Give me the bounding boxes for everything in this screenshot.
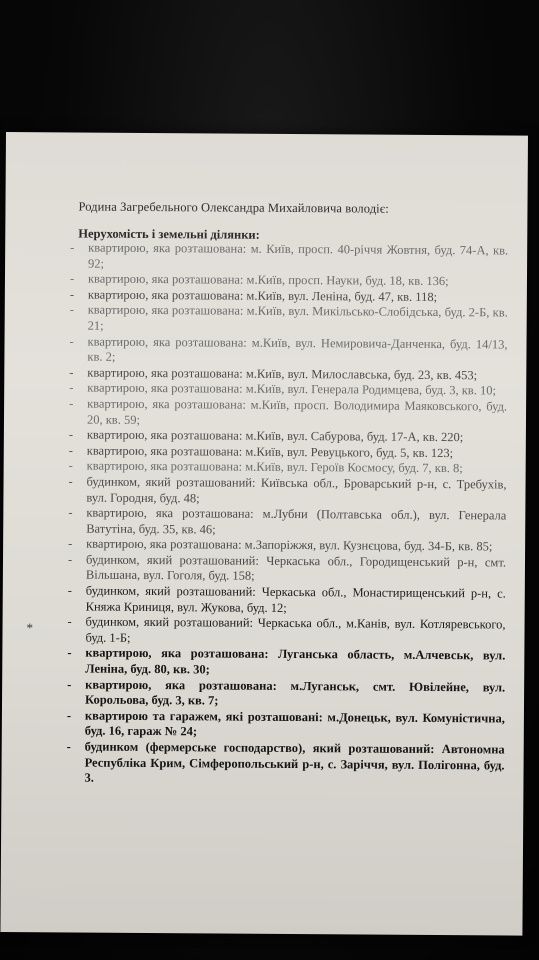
list-item: - будинком, який розташований: Черкаська обл., м.Канів, вул. Котляревського, буд. 1-Б; [65, 615, 505, 649]
list-item: - квартирою, яка розташована: м.Київ, вул. Микільсько-Слобідська, буд. 2-Б, кв. 21; [68, 303, 508, 337]
list-item: - квартирою, яка розташована: м.Київ, вул. Милославська, буд. 23, кв. 453; [67, 365, 507, 384]
list-item: - квартирою, яка розташована: м.Київ, вул. Ревуцького, буд. 5, кв. 123; [67, 443, 507, 462]
list-item: - квартирою, яка розташована: м.Київ, вул. Героїв Космосу, буд. 7, кв. 8; [67, 459, 507, 478]
list-item: - квартирою, яка розташована: м.Луганськ, смт. Ювілейне, вул. Корольова, буд. 3, кв. 7; [65, 677, 505, 711]
document-heading: Родина Загребельного Олександра Михайловича володіє: [78, 199, 389, 216]
list-item: - будинком (фермерське господарство), який розташований: Автономна Республіка Крим, Сімферопольський р-н, с. Заріччя, вул. Полігонна, буд. 3. [64, 739, 504, 789]
list-item: - квартирою, яка розташована: м. Київ, просп. 40-річчя Жовтня, буд. 74-А, кв. 92; [68, 240, 508, 274]
document-page [0, 132, 528, 936]
list-item: - квартирою та гаражем, які розташовані: м.Донецьк, вул. Комуністична, буд. 16, гараж № 24; [65, 708, 505, 742]
list-item: - квартирою, яка розташована: м.Київ, просп. Володимира Маяковського, буд. 20, кв. 59; [67, 396, 507, 430]
list-item: - квартирою, яка розташована: м.Київ, вул. Леніна, буд. 47, кв. 118; [68, 287, 508, 306]
list-item: - будинком, який розташований: Київська обл., Броварський р-н, с. Требухів, вул. Городня, буд. 48; [66, 474, 506, 508]
list-item: - квартирою, яка розташована: м.Київ, вул. Генерала Родимцева, буд. 3, кв. 10; [67, 381, 507, 400]
list-item: - будинком, який розташований: Черкаська обл., Городищенський р-н, смт. Вільшана, вул. Гоголя, буд. 158; [66, 552, 506, 586]
property-list [64, 240, 508, 789]
list-item: - квартирою, яка розташована: м.Київ, вул. Сабурова, буд. 17-А, кв. 220; [67, 428, 507, 447]
list-item: - квартирою, яка розташована: м.Київ, просп. Науки, буд. 18, кв. 136; [68, 272, 508, 291]
margin-mark: * [26, 620, 34, 636]
section-title: Нерухомість і земельні ділянки: [78, 226, 260, 242]
list-item: - квартирою, яка розташована: м.Запоріжжя, вул. Кузнєцова, буд. 34-Б, кв. 85; [66, 537, 506, 556]
list-item: - квартирою, яка розташована: м.Київ, вул. Немировича-Данченка, буд. 14/13, кв. 2; [67, 334, 507, 368]
list-item: - будинком, який розташований: Черкаська обл., Монастирищенський р-н, с. Княжа Криниця, вул. Жукова, буд. 12; [66, 583, 506, 617]
list-item: - квартирою, яка розташована: Луганська область, м.Алчевськ, вул. Леніна, буд. 80, кв. 30; [65, 646, 505, 680]
list-item: - квартирою, яка розташована: м.Лубни (Полтавська обл.), вул. Генерала Ватутіна, буд. 35, кв. 46; [66, 506, 506, 540]
